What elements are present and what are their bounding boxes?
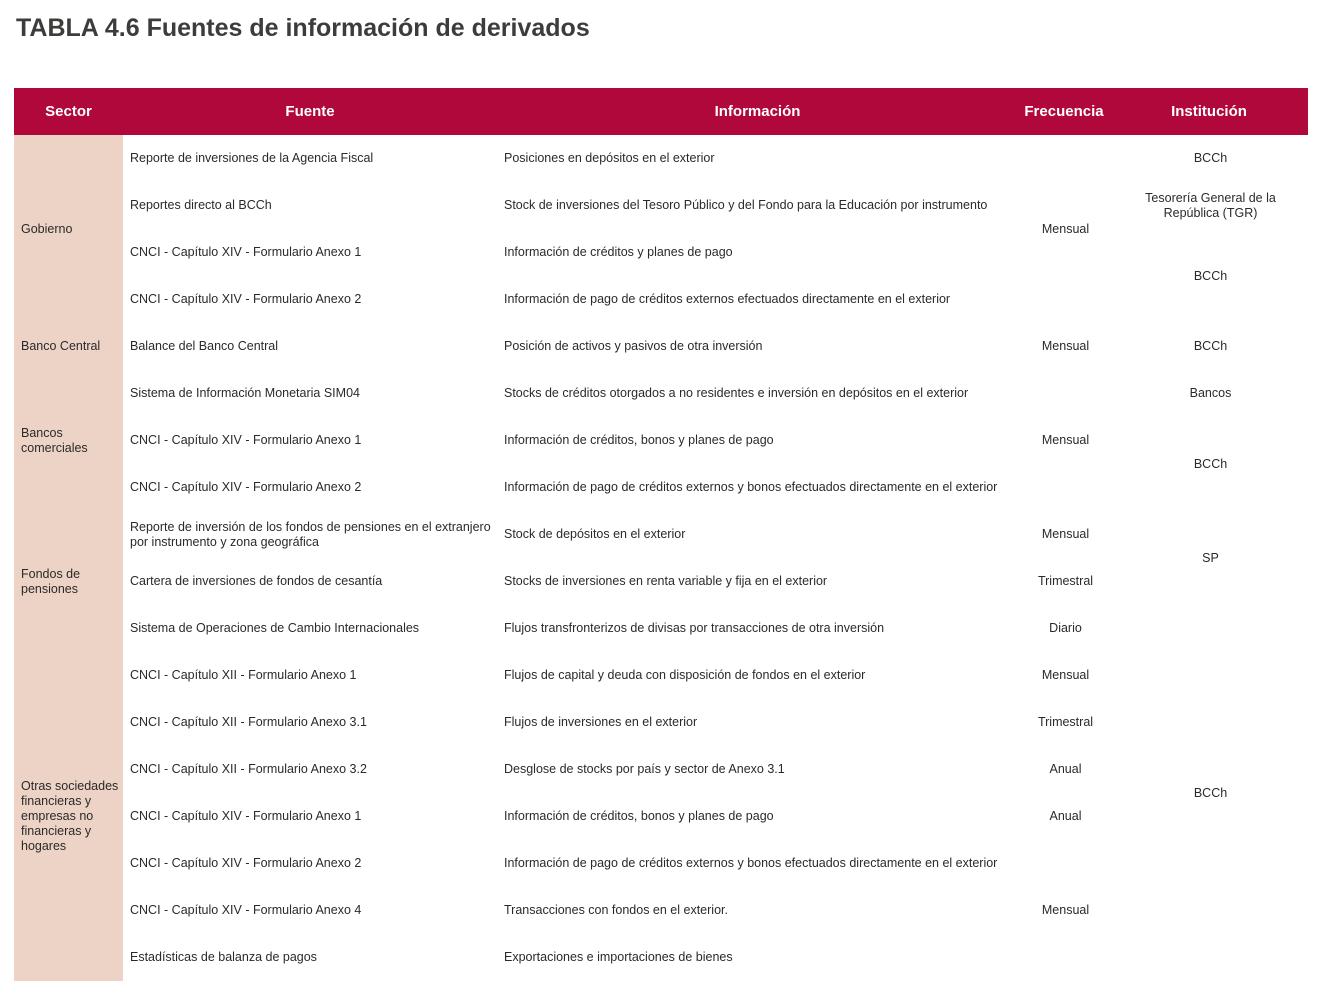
fuente-cell: CNCI - Capítulo XIV - Formulario Anexo 1 — [130, 809, 362, 823]
frecuencia-cell: Anual — [1049, 809, 1082, 823]
info-cell: Información de créditos, bonos y planes de pago — [504, 433, 774, 447]
fuente-cell: Reporte de inversiones de la Agencia Fiscal — [130, 151, 374, 165]
column-header-institucion: Institución — [1110, 88, 1308, 135]
info-cell: Desglose de stocks por país y sector de Anexo 3.1 — [504, 762, 785, 776]
table-row — [14, 182, 1308, 229]
fuente-cell: CNCI - Capítulo XIV - Formulario Anexo 2 — [130, 292, 362, 306]
sector-cell: Otras sociedades financieras y empresas no financieras y hogares — [14, 652, 123, 981]
table-row — [14, 229, 1308, 276]
info-cell: Flujos de capital y deuda con disposición de fondos en el exterior — [504, 668, 866, 682]
institucion-cell: Tesorería General de la República (TGR) — [1145, 190, 1276, 220]
header-row — [14, 88, 1308, 135]
derivatives-sources-table — [14, 88, 1308, 981]
fuente-cell: CNCI - Capítulo XIV - Formulario Anexo 2 — [130, 480, 362, 494]
frecuencia-cell: Mensual — [1041, 339, 1090, 353]
info-cell: Flujos transfronterizos de divisas por transacciones de otra inversión — [504, 621, 885, 635]
institucion-cell: SP — [1202, 550, 1219, 565]
info-cell: Información de créditos, bonos y planes de pago — [504, 809, 774, 823]
info-cell: Información de pago de créditos externos y bonos efectuados directamente en el exterior — [504, 480, 998, 494]
frecuencia-cell: Trimestral — [1037, 715, 1094, 729]
table-row — [14, 135, 1308, 182]
fuente-cell: CNCI - Capítulo XII - Formulario Anexo 3.2 — [130, 762, 367, 776]
info-cell: Flujos de inversiones en el exterior — [504, 715, 698, 729]
fuente-cell: CNCI - Capítulo XIV - Formulario Anexo 4 — [130, 903, 362, 917]
info-cell: Información de créditos y planes de pago — [504, 245, 733, 259]
fuente-cell: CNCI - Capítulo XIV - Formulario Anexo 1 — [130, 245, 362, 259]
fuente-cell: CNCI - Capítulo XII - Formulario Anexo 1 — [130, 668, 357, 682]
fuente-cell: CNCI - Capítulo XIV - Formulario Anexo 2 — [130, 856, 362, 870]
frecuencia-cell: Mensual — [1041, 903, 1090, 917]
info-cell: Exportaciones e importaciones de bienes — [504, 950, 733, 964]
table-row — [14, 605, 1308, 652]
info-cell: Posición de activos y pasivos de otra inversión — [504, 339, 763, 353]
table-row — [14, 511, 1308, 558]
fuente-cell: Sistema de Operaciones de Cambio Internacionales — [130, 621, 420, 635]
institucion-cell: BCCh — [1193, 339, 1228, 353]
page-title: TABLA 4.6 Fuentes de información de derivados — [16, 14, 590, 42]
info-cell: Stocks de inversiones en renta variable y fija en el exterior — [504, 574, 828, 588]
fuente-cell: Reportes directo al BCCh — [130, 198, 272, 212]
fuente-cell: CNCI - Capítulo XII - Formulario Anexo 3.1 — [130, 715, 367, 729]
info-cell: Transacciones con fondos en el exterior. — [504, 903, 728, 917]
fuente-cell: CNCI - Capítulo XIV - Formulario Anexo 1 — [130, 433, 362, 447]
sector-cell: Banco Central — [14, 323, 123, 370]
table-row — [14, 417, 1308, 464]
table-row — [14, 370, 1308, 417]
fuente-cell: Cartera de inversiones de fondos de cesantía — [130, 574, 383, 588]
info-cell: Posiciones en depósitos en el exterior — [504, 151, 715, 165]
info-cell: Stock de depósitos en el exterior — [504, 527, 686, 541]
frecuencia-cell: Diario — [1049, 621, 1082, 635]
column-header-fuente: Fuente — [123, 88, 497, 135]
info-cell: Stocks de créditos otorgados a no residentes e inversión en depósitos en el exterior — [504, 386, 969, 400]
frecuencia-cell: Mensual — [1041, 527, 1090, 541]
fuente-cell: Estadísticas de balanza de pagos — [130, 950, 317, 964]
institucion-cell: BCCh — [1193, 785, 1228, 800]
column-header-sector: Sector — [14, 88, 123, 135]
column-header-informacion: Información — [497, 88, 1018, 135]
column-header-frecuencia: Frecuencia — [1018, 88, 1110, 135]
info-cell: Stock de inversiones del Tesoro Público y del Fondo para la Educación por instrumento — [504, 198, 988, 212]
info-cell: Información de pago de créditos externos y bonos efectuados directamente en el exterior — [504, 856, 998, 870]
sector-cell: Fondos de pensiones — [14, 511, 123, 652]
table-row — [14, 323, 1308, 370]
fuente-cell: Balance del Banco Central — [130, 339, 279, 353]
frecuencia-cell: Trimestral — [1037, 574, 1094, 588]
institucion-cell: BCCh — [1193, 456, 1228, 471]
institucion-cell: BCCh — [1193, 268, 1228, 283]
fuente-cell: Sistema de Información Monetaria SIM04 — [130, 386, 360, 400]
info-cell: Información de pago de créditos externos efectuados directamente en el exterior — [504, 292, 951, 306]
frecuencia-cell: Mensual — [1041, 221, 1090, 236]
institucion-cell: BCCh — [1193, 151, 1228, 165]
frecuencia-cell: Mensual — [1041, 433, 1090, 447]
sector-cell: Bancos comerciales — [14, 370, 123, 511]
institucion-cell: Bancos — [1189, 386, 1232, 400]
frecuencia-cell: Mensual — [1041, 668, 1090, 682]
frecuencia-cell: Anual — [1049, 762, 1082, 776]
sector-cell: Gobierno — [14, 135, 123, 323]
fuente-cell: Reporte de inversión de los fondos de pensiones en el extranjero por instrumento y zona geográfica — [130, 519, 491, 549]
